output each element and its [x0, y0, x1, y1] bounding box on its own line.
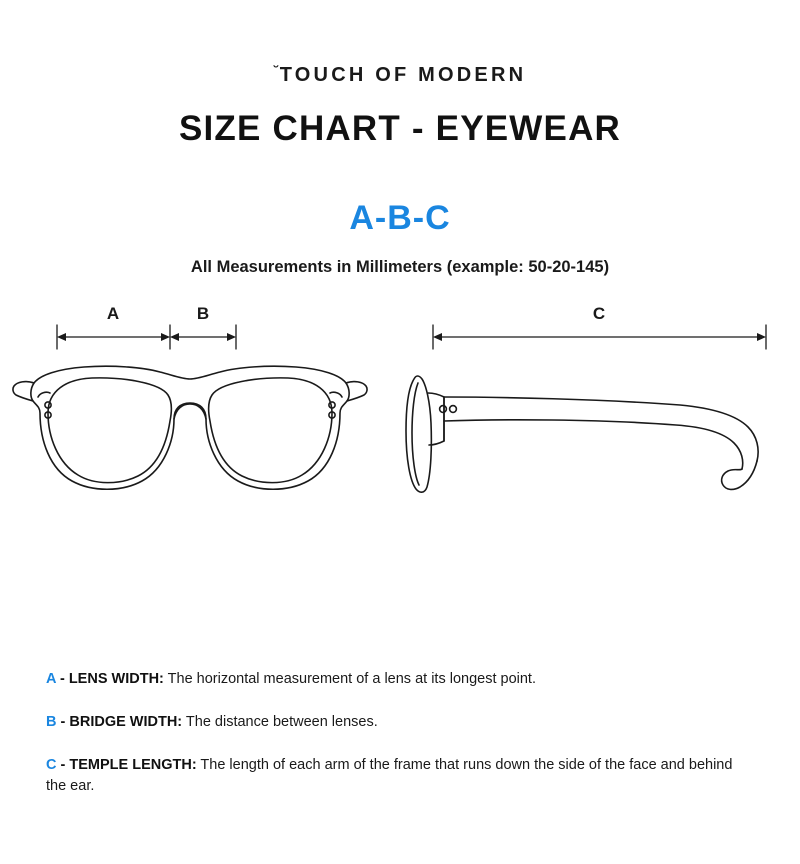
dimension-label-b: B [196, 304, 210, 323]
legend [46, 669, 754, 797]
legend-item-lens-width [46, 669, 754, 690]
legend-term-bridge-width: BRIDGE WIDTH: [69, 714, 183, 731]
legend-term-lens-width: LENS WIDTH: [68, 671, 164, 687]
legend-desc-temple-length: The length of each arm of the frame that runs down the side of the face and behind the ear. [46, 757, 733, 795]
eyewear-diagram [0, 301, 800, 551]
legend-separator-b: - [56, 714, 70, 731]
brand-tick-mark: ˘ [273, 63, 279, 80]
legend-key-c: C [46, 757, 57, 774]
legend-key-a: A [46, 671, 56, 687]
abc-heading: A-B-C [349, 199, 451, 237]
brand-title [0, 64, 800, 87]
size-chart-page [0, 64, 800, 864]
legend-item-bridge-width [46, 712, 754, 733]
legend-desc-lens-width: The horizontal measurement of a lens at its longest point. [163, 671, 536, 687]
legend-separator-c: - [56, 757, 70, 774]
measurement-subtitle: All Measurements in Millimeters (example: 50-20-145) [190, 258, 610, 276]
brand-name: TOUCH OF MODERN [279, 64, 527, 86]
dimension-label-c: C [592, 304, 606, 323]
page-title: SIZE CHART - EYEWEAR [178, 109, 622, 148]
legend-item-temple-length [46, 755, 754, 797]
dimension-label-a: A [106, 304, 120, 323]
legend-term-temple-length: TEMPLE LENGTH: [69, 757, 197, 774]
legend-desc-bridge-width: The distance between lenses. [182, 714, 378, 731]
legend-key-b: B [46, 714, 57, 731]
legend-separator-a: - [55, 671, 69, 687]
